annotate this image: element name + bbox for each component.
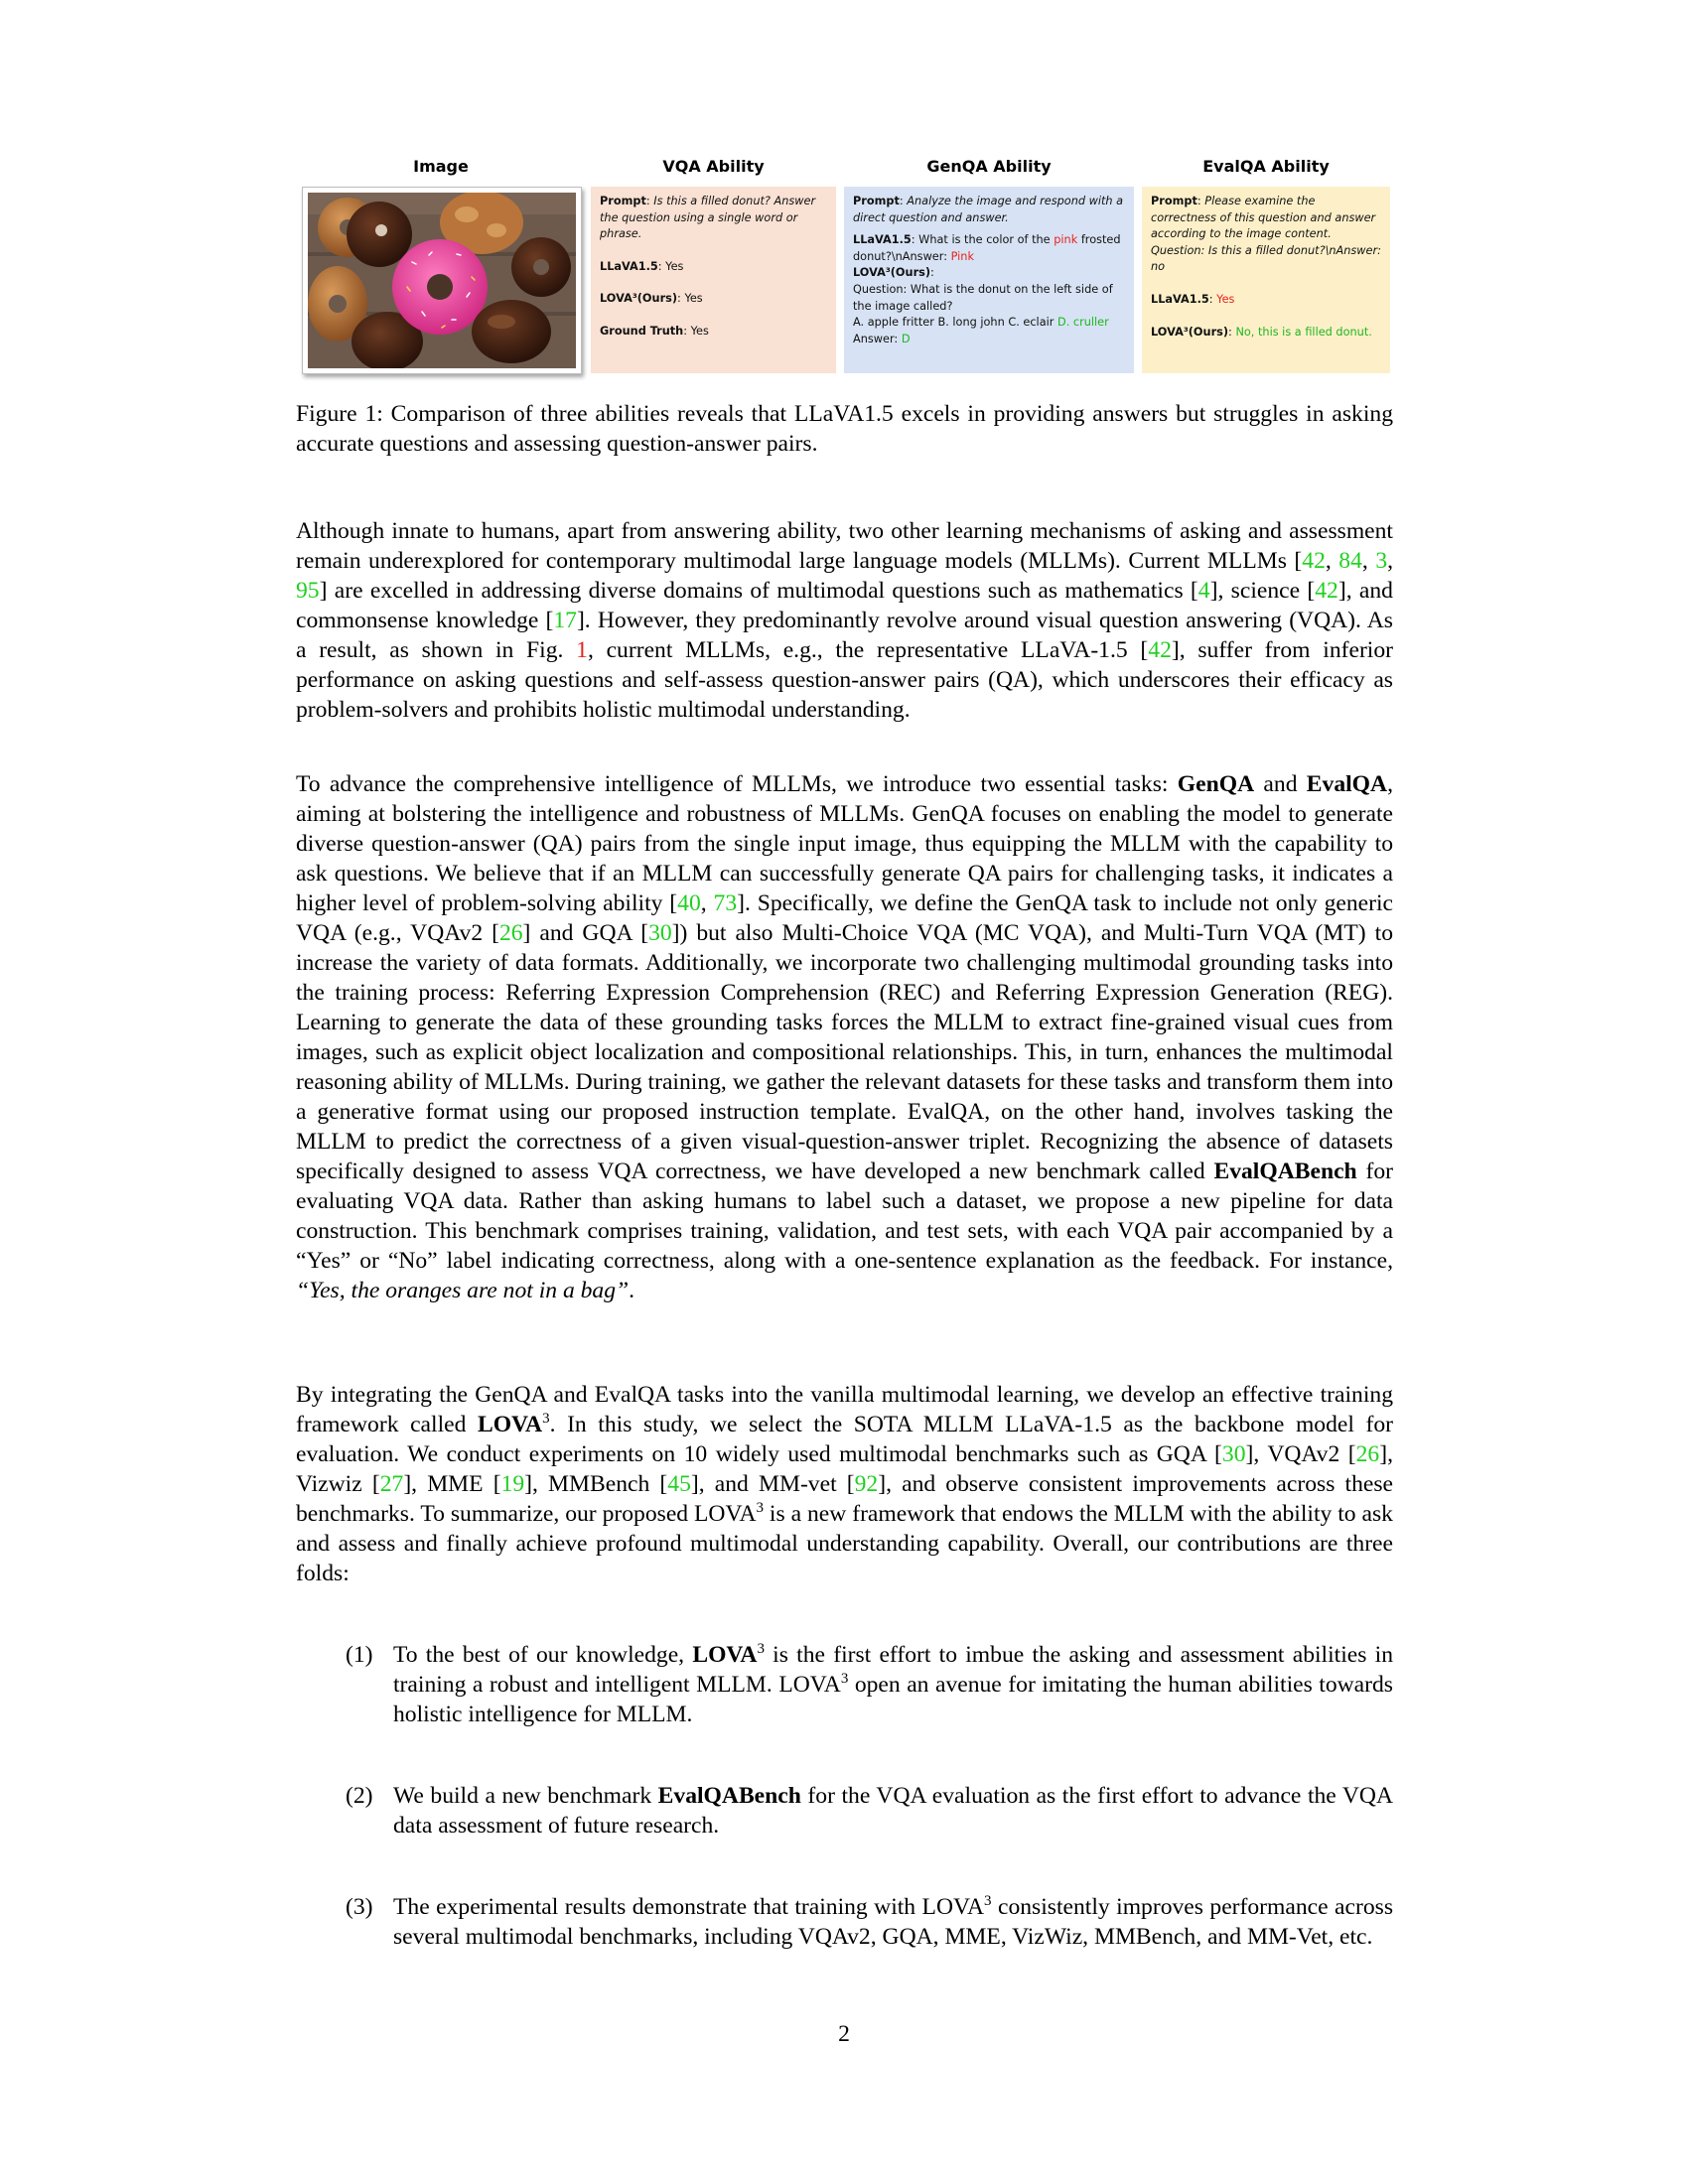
figure-1 [296, 149, 1390, 377]
citation-link[interactable]: 30 [1221, 1441, 1246, 1467]
paragraph-2: To advance the comprehensive intelligence of MLLMs, we introduce two essential tasks: GenQA and EvalQA, aiming at bolstering the intelligence and robustness of MLLMs. GenQA focuses on enabling the model to generate diverse question-answer (QA) pairs from the single input image, thus equipping the MLLM with the capability to ask questions. We believe that if an MLLM can successfully generate QA pairs for challenging tasks, it indicates a higher level of problem-solving ability [40, 73]. Specifically, we define the GenQA task to include not only generic VQA (e.g., VQAv2 [26] and GQA [30]) but also Multi-Choice VQA (MC VQA), and Multi-Turn VQA (MT) to increase the variety of data formats. Additionally, we incorporate two challenging multimodal grounding tasks into the training process: Referring Expression Comprehension (REC) and Referring Expression Generation (REG). Learning to generate the data of these grounding tasks forces the MLLM to extract fine-grained visual cues from images, such as explicit object localization and compositional relationships. This, in turn, enhances the multimodal reasoning ability of MLLMs. During training, we gather the relevant datasets for these tasks and transform them into a generative format using our proposed instruction template. EvalQA, on the other hand, involves tasking the MLLM to predict the correctness of a given visual-question-answer triplet. Recognizing the absence of datasets specifically designed to assess VQA correctness, we have developed a new benchmark called EvalQABench for evaluating VQA data. Rather than asking humans to label such a dataset, we propose a new pipeline for data construction. This benchmark comprises training, validation, and test sets, with each VQA pair accompanied by a “Yes” or “No” label indicating correctness, along with a one-sentence explanation as the feedback. For instance, “Yes, the oranges are not in a bag”. [296, 771, 1394, 1303]
citation-link[interactable]: 19 [500, 1471, 525, 1497]
citation-link[interactable]: 4 [1197, 578, 1210, 604]
citation-link[interactable]: 42 [1148, 637, 1172, 663]
citation-link[interactable]: 27 [379, 1471, 404, 1497]
contribution-item-3: (3) The experimental results demonstrate that training with LOVA$^3$ consistently improves performance across several multimodal benchmarks, including VQAv2, GQA, MME, VizWiz, MMBench, and MM-Vet, etc. [346, 1893, 1394, 1950]
header-evalqa: EvalQA Ability [1202, 157, 1330, 176]
evalqa-lova-answer: No, this is a filled donut. [1235, 325, 1372, 339]
genqa-llava-label: LLaVA1.5 [853, 233, 912, 247]
term-lova: LOVA [477, 1412, 543, 1437]
citation-link[interactable]: 92 [854, 1471, 879, 1497]
paragraph-3: By integrating the GenQA and EvalQA tasks into the vanilla multimodal learning, we develop an effective training framework called LOVA$^3$. In this study, we select the SOTA MLLM LLaVA-1.5 as the backbone model for evaluation. We conduct experiments on 10 widely used multimodal benchmarks such as GQA [30], VQAv2 [26], Vizwiz [27], MME [19], MMBench [45], and MM-vet [92], and observe consistent improvements across these benchmarks. To summarize, our proposed LOVA$^3$ is a new framework that endows the MLLM with the ability to ask and assess and finally achieve profound multimodal understanding capability. Overall, our contributions are three folds: [296, 1382, 1394, 1586]
vqa-prompt-label: Prompt [600, 195, 646, 207]
genqa-llava-answer: Pink [950, 249, 975, 263]
evalqa-llava-label: LLaVA1.5 [1151, 292, 1209, 306]
citation-link[interactable]: 30 [648, 920, 672, 946]
example-quote: “Yes, the oranges are not in a bag” [296, 1278, 630, 1303]
genqa-lova-question: Question: What is the donut on the left side of the image called? [853, 282, 1113, 313]
donut-image-illustration [308, 193, 576, 368]
donut-photo [302, 187, 582, 374]
vqa-llava-answer: Yes [665, 259, 684, 273]
citation-link[interactable]: 42 [1302, 548, 1326, 574]
citation-link[interactable]: 42 [1315, 578, 1338, 604]
genqa-llava-question-end: frosted donut?\nAnswer: [853, 233, 1121, 263]
figure-caption: Figure 1: Comparison of three abilities reveals that LLaVA1.5 excels in providing answers but struggles in asking accurate questions and assessing question-answer pairs. [296, 401, 1393, 457]
citation-link[interactable]: 73 [713, 890, 738, 916]
paragraph-1: Although innate to humans, apart from answering ability, two other learning mechanisms of asking and assessment remain underexplored for contemporary multimodal large language models (MLLMs). Current MLLMs [42, 84, 3, 95] are excelled in addressing diverse domains of multimodal questions such as mathematics [4], science [42], and commonsense knowledge [17]. However, they predominantly revolve around visual question answering (VQA). As a result, as shown in Fig. 1, current MLLMs, e.g., the representative LLaVA-1.5 [42], suffer from inferior performance on asking questions and self-assess question-answer pairs (QA), which underscores their efficacy as problem-solvers and prohibits holistic multimodal understanding. [296, 518, 1394, 723]
genqa-lova-options: A. apple fritter B. long john C. eclair [853, 316, 1057, 330]
vqa-ability-box: Prompt: Is this a filled donut? Answer the question using a single word or phrase. LLaVA1.5: Yes LOVA³(Ours): Yes Ground Truth: Yes [591, 187, 836, 373]
vqa-gt-label: Ground Truth [600, 324, 684, 338]
evalqa-prompt-text: Please examine the correctness of this question and answer according to the image content. Question: Is this a filled donut?\nAnswer: no [1151, 195, 1381, 274]
citation-link[interactable]: 26 [498, 920, 523, 946]
term-genqa: GenQA [1177, 771, 1255, 797]
evalqa-prompt-label: Prompt [1151, 195, 1197, 207]
genqa-answer-value: D [901, 332, 911, 345]
citation-link[interactable]: 26 [1355, 1441, 1380, 1467]
genqa-lova-correct-option: D. cruller [1057, 316, 1109, 330]
vqa-gt-answer: Yes [690, 324, 709, 338]
vqa-lova-answer: Yes [684, 292, 703, 306]
genqa-prompt-label: Prompt [853, 195, 900, 207]
citation-link[interactable]: 84 [1338, 548, 1362, 574]
term-evalqabench: EvalQABench [1213, 1159, 1357, 1184]
vqa-lova-label: LOVA³(Ours) [600, 292, 678, 306]
list-number: (1) [346, 1642, 373, 1668]
citation-link[interactable]: 40 [677, 890, 701, 916]
citation-link[interactable]: 45 [667, 1471, 691, 1497]
genqa-answer-label: Answer: [853, 332, 902, 345]
genqa-ability-box: Prompt: Analyze the image and respond with a direct question and answer. LLaVA1.5: What is the color of the pink frosted donut?\nAnswer: Pink LOVA³(Ours): Question: What is the donut on the left side of the image called? A. apple fritter B. long john C. eclair D. cruller Answer: D [844, 187, 1134, 373]
evalqa-ability-box: Prompt: Please examine the correctness of this question and answer according to the image content. Question: Is this a filled donut?\nAnswer: no LLaVA1.5: Yes LOVA³(Ours): No, this is a filled donut. [1142, 187, 1390, 373]
citation-link[interactable]: 95 [296, 578, 320, 604]
genqa-lova-label: LOVA³(Ours) [853, 266, 931, 280]
evalqa-llava-answer: Yes [1216, 292, 1235, 306]
genqa-llava-highlight: pink [1054, 233, 1078, 247]
genqa-llava-question: What is the color of the [918, 233, 1055, 247]
header-image: Image [413, 157, 469, 176]
list-number: (2) [346, 1783, 373, 1809]
page-number: 2 [838, 2021, 850, 2047]
contribution-item-2: (2) We build a new benchmark EvalQABench for the VQA evaluation as the first effort to advance the VQA data assessment of future research. [346, 1783, 1393, 1839]
citation-link[interactable]: 17 [553, 608, 577, 633]
contribution-item-1: (1) To the best of our knowledge, LOVA$^3$ is the first effort to imbue the asking and assessment abilities in training a robust and intelligent MLLM. LOVA$^3$ open an avenue for imitating the human abilities towards holistic intelligence for MLLM. [346, 1641, 1394, 1727]
vqa-llava-label: LLaVA1.5 [600, 259, 658, 273]
citation-link[interactable]: 3 [1375, 548, 1388, 574]
term-evalqa: EvalQA [1306, 771, 1388, 797]
figure-ref-link[interactable]: 1 [576, 637, 588, 663]
header-vqa: VQA Ability [662, 157, 765, 176]
vqa-prompt-text: Is this a filled donut? Answer the question using a single word or phrase. [600, 195, 816, 241]
list-number: (3) [346, 1894, 373, 1920]
header-genqa: GenQA Ability [926, 157, 1052, 176]
genqa-prompt-text: Analyze the image and respond with a direct question and answer. [853, 195, 1124, 224]
evalqa-lova-label: LOVA³(Ours) [1151, 325, 1229, 339]
